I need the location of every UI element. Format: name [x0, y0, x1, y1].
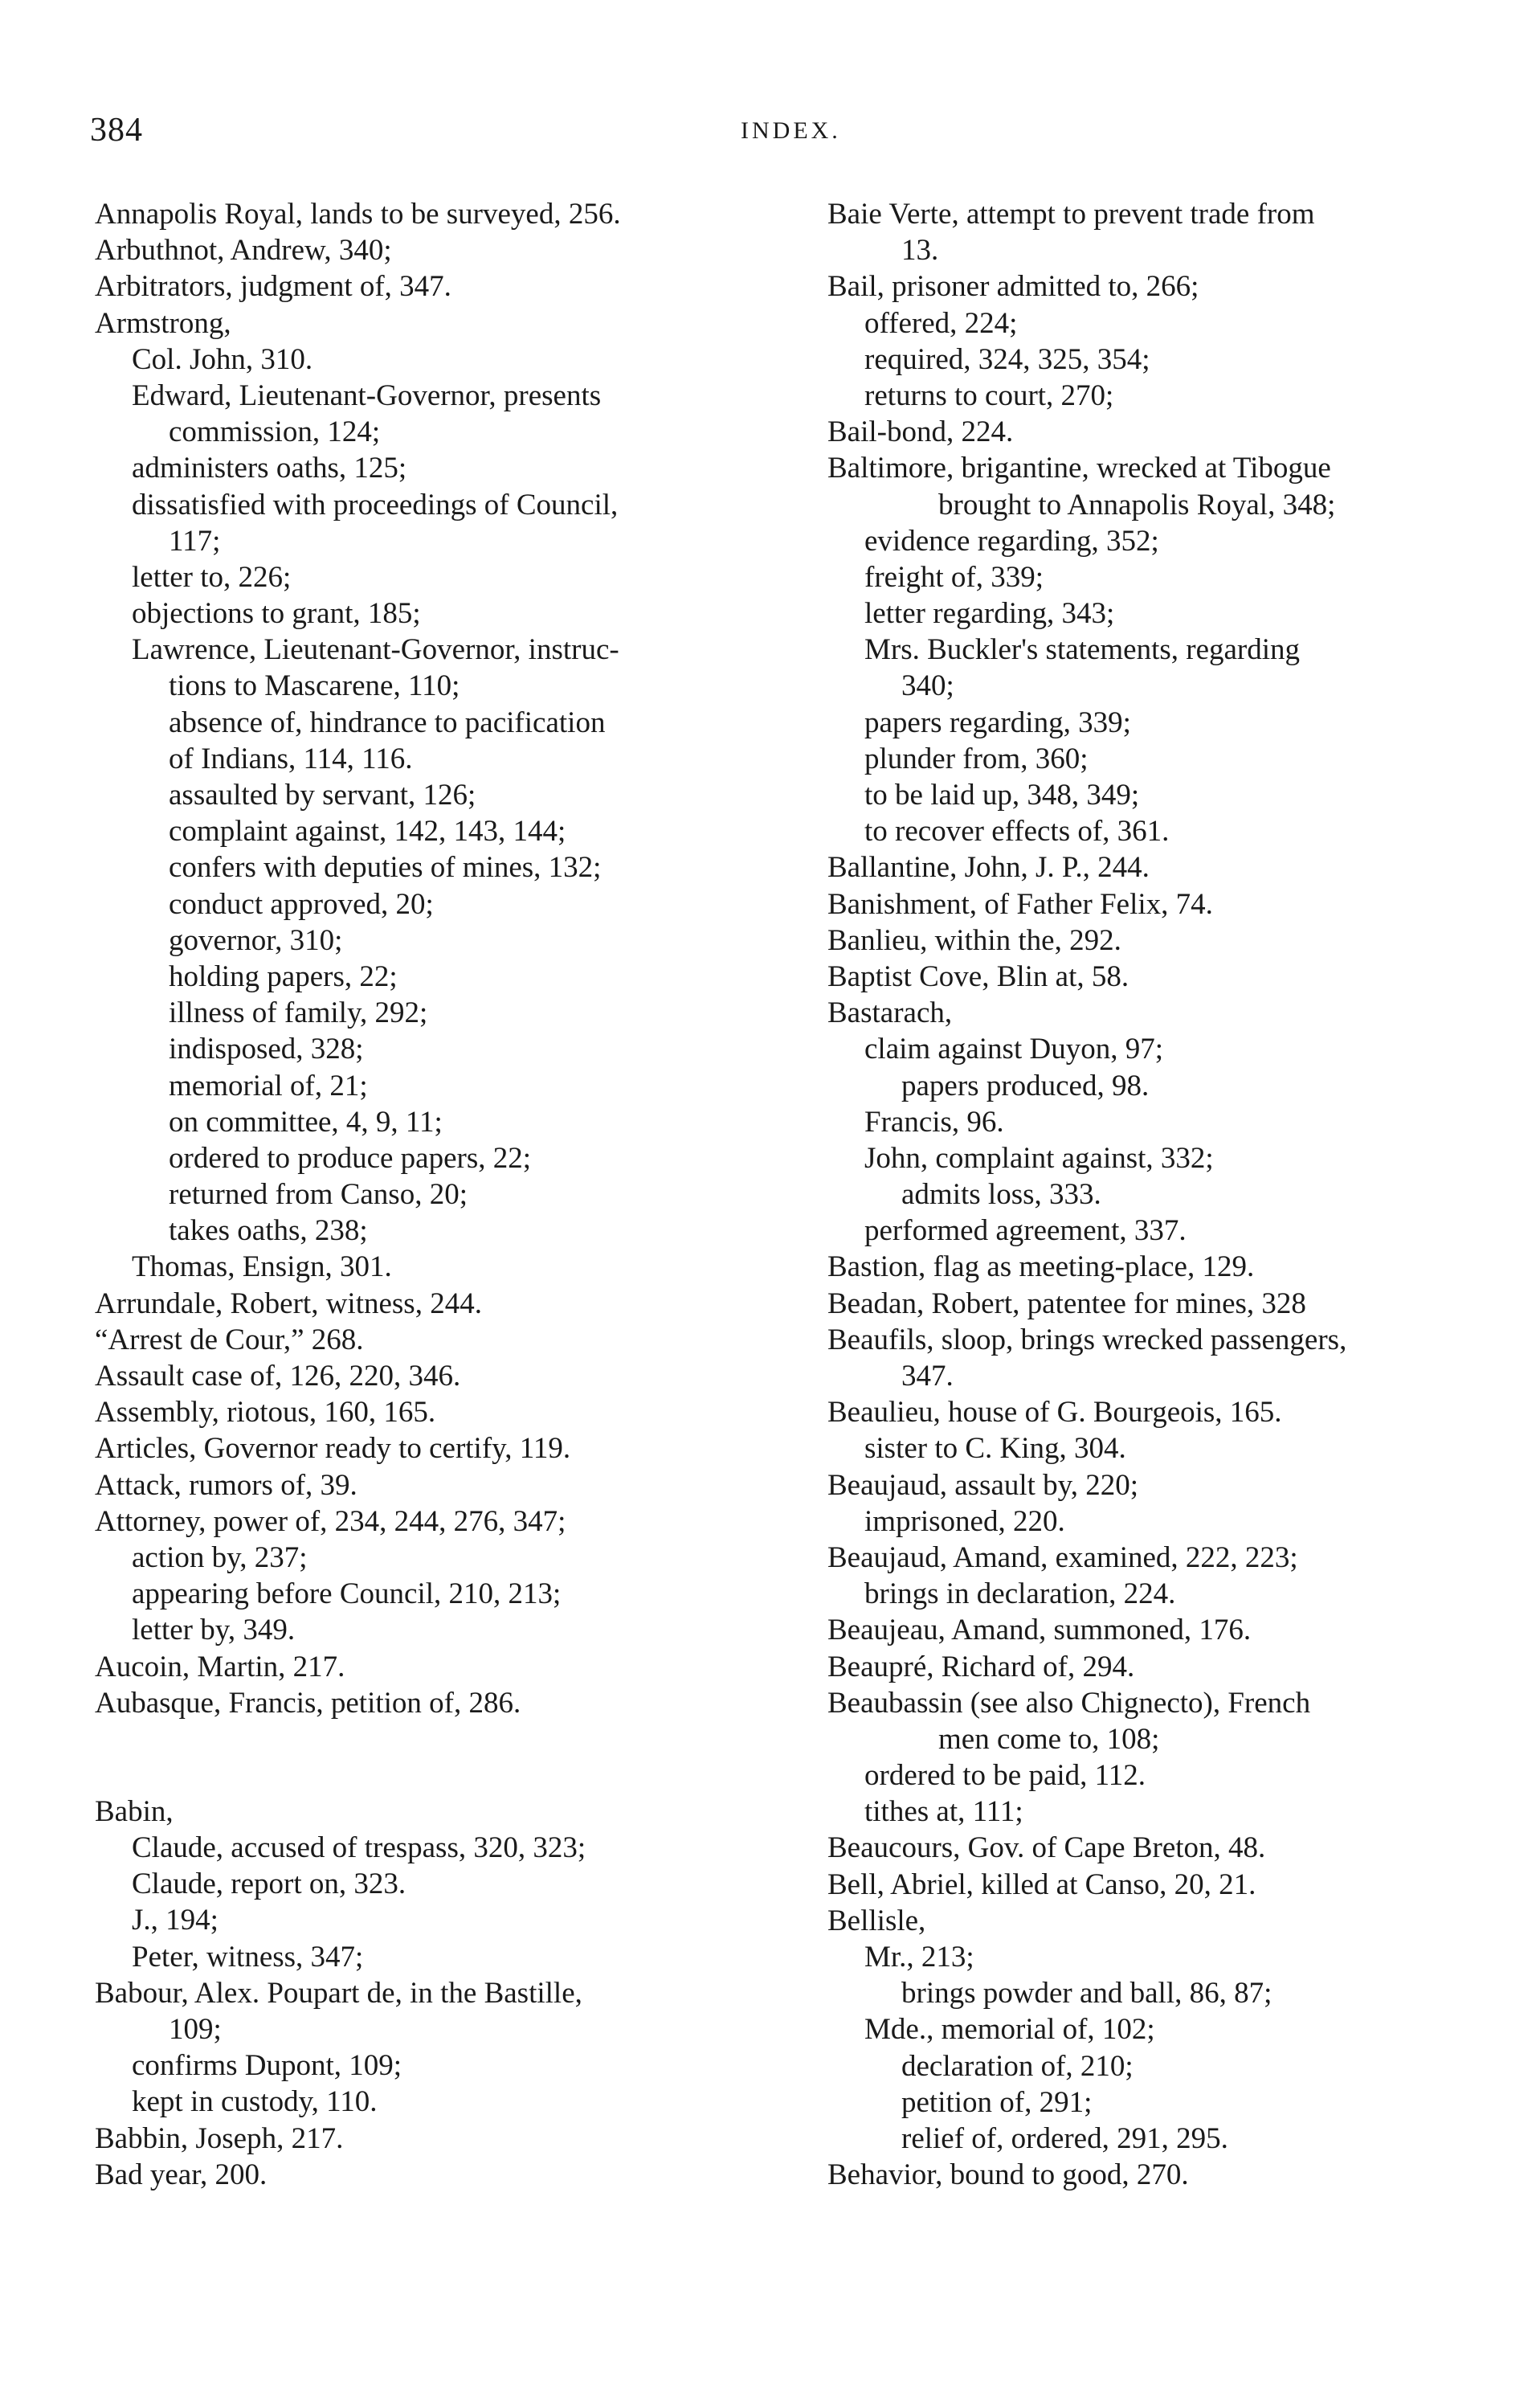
index-entry: Arrundale, Robert, witness, 244. [95, 1286, 482, 1320]
index-entry: claim against Duyon, 97; [864, 1033, 1163, 1066]
index-entry: to be laid up, 348, 349; [864, 779, 1140, 812]
index-entry: 340; [901, 669, 954, 703]
index-entry: conduct approved, 20; [169, 887, 434, 921]
index-entry: papers produced, 98. [901, 1069, 1150, 1102]
index-entry: Beaujeau, Amand, summoned, 176. [827, 1614, 1252, 1647]
index-entry: kept in custody, 110. [132, 2085, 378, 2119]
index-entry: Attorney, power of, 234, 244, 276, 347; [95, 1504, 566, 1538]
index-entry: Beaulieu, house of G. Bourgeois, 165. [827, 1396, 1282, 1430]
section-gap [95, 1721, 818, 1794]
index-entry: of Indians, 114, 116. [169, 742, 413, 775]
index-entry: Bail, prisoner admitted to, 266; [827, 270, 1199, 304]
index-entry: ordered to produce papers, 22; [169, 1141, 532, 1175]
index-entry: Arbitrators, judgment of, 347. [95, 270, 451, 304]
index-entry: letter regarding, 343; [864, 597, 1115, 631]
index-entry: 13. [901, 234, 939, 268]
index-entry: Baptist Cove, Blin at, 58. [827, 959, 1129, 993]
index-entry: imprisoned, 220. [864, 1504, 1065, 1538]
index-entry: complaint against, 142, 143, 144; [169, 815, 566, 849]
index-entry: Banishment, of Father Felix, 74. [827, 887, 1213, 921]
index-entry: returns to court, 270; [864, 378, 1114, 412]
index-entry: Aubasque, Francis, petition of, 286. [95, 1686, 521, 1720]
index-entry: “Arrest de Cour,” 268. [95, 1323, 364, 1356]
index-entry: Bastarach, [827, 996, 953, 1030]
index-entry: 347. [901, 1360, 954, 1393]
index-entry: memorial of, 21; [169, 1069, 368, 1102]
index-entry: relief of, ordered, 291, 295. [901, 2121, 1228, 2155]
index-entry: Beadan, Robert, patentee for mines, 328 [827, 1286, 1306, 1320]
index-entry: assaulted by servant, 126; [169, 779, 476, 812]
index-entry: action by, 237; [132, 1540, 308, 1574]
index-entry: illness of family, 292; [169, 996, 428, 1030]
index-column-right [827, 196, 1518, 2193]
index-entry: Bellisle, [827, 1904, 926, 1937]
index-entry: Beaupré, Richard of, 294. [827, 1650, 1135, 1683]
index-entry: letter by, 349. [132, 1614, 296, 1647]
index-entry: Aucoin, Martin, 217. [95, 1650, 345, 1683]
index-entry: papers regarding, 339; [864, 706, 1131, 739]
index-entry: tithes at, 111; [864, 1795, 1023, 1829]
index-entry: petition of, 291; [901, 2085, 1093, 2119]
index-column-left [95, 196, 818, 2193]
index-entry: 109; [169, 2013, 222, 2046]
index-entry: offered, 224; [864, 306, 1018, 340]
index-entry: confers with deputies of mines, 132; [169, 851, 602, 885]
index-entry: Bad year, 200. [95, 2158, 268, 2191]
index-entry: confirms Dupont, 109; [132, 2049, 402, 2083]
index-entry: Bell, Abriel, killed at Canso, 20, 21. [827, 1867, 1256, 1901]
index-entry: Col. John, 310. [132, 342, 313, 376]
index-entry: John, complaint against, 332; [864, 1141, 1214, 1175]
index-entry: brought to Annapolis Royal, 348; [938, 488, 1336, 522]
index-entry: takes oaths, 238; [169, 1214, 368, 1248]
index-entry: letter to, 226; [132, 560, 292, 594]
index-entry: Armstrong, [95, 306, 231, 340]
index-entry: Baie Verte, attempt to prevent trade from [827, 198, 1315, 231]
index-entry: Ballantine, John, J. P., 244. [827, 851, 1150, 885]
index-entry: Assault case of, 126, 220, 346. [95, 1360, 461, 1393]
index-entry: brings in declaration, 224. [864, 1577, 1176, 1611]
index-entry: freight of, 339; [864, 560, 1044, 594]
index-entry: required, 324, 325, 354; [864, 342, 1150, 376]
index-entry: commission, 124; [169, 415, 381, 449]
index-entry: Beaufils, sloop, brings wrecked passengers, [827, 1323, 1347, 1356]
index-entry: Babin, [95, 1794, 174, 1828]
index-entry: holding papers, 22; [169, 959, 398, 993]
index-entry: appearing before Council, 210, 213; [132, 1577, 562, 1611]
index-entry: declaration of, 210; [901, 2049, 1134, 2083]
index-entry: men come to, 108; [938, 1722, 1160, 1756]
index-entry: Babbin, Joseph, 217. [95, 2121, 344, 2155]
index-entry: Mr., 213; [864, 1941, 974, 1974]
index-entry: Lawrence, Lieutenant-Governor, instruc- [132, 633, 619, 667]
index-entry: performed agreement, 337. [864, 1214, 1187, 1248]
index-entry: Beaubassin (see also Chignecto), French [827, 1686, 1311, 1720]
index-entry: administers oaths, 125; [132, 452, 407, 485]
index-entry: 117; [169, 524, 221, 558]
index-entry: Bastion, flag as meeting-place, 129. [827, 1250, 1255, 1284]
index-entry: Claude, accused of trespass, 320, 323; [132, 1831, 586, 1865]
index-entry: absence of, hindrance to pacification [169, 706, 606, 739]
index-entry: Beaucours, Gov. of Cape Breton, 48. [827, 1831, 1266, 1865]
index-entry: Articles, Governor ready to certify, 119. [95, 1432, 571, 1466]
index-entry: Mde., memorial of, 102; [864, 2013, 1155, 2047]
index-entry: Babour, Alex. Poupart de, in the Bastille, [95, 1976, 582, 2010]
index-entry: Annapolis Royal, lands to be surveyed, 256. [95, 198, 621, 231]
running-head: INDEX. [741, 117, 841, 144]
index-entry: on committee, 4, 9, 11; [169, 1105, 443, 1139]
index-entry: returned from Canso, 20; [169, 1178, 468, 1212]
index-entry: objections to grant, 185; [132, 597, 421, 631]
index-entry: Attack, rumors of, 39. [95, 1468, 357, 1502]
index-entry: indisposed, 328; [169, 1033, 364, 1066]
index-entry: dissatisfied with proceedings of Council, [132, 488, 619, 522]
index-entry: Banlieu, within the, 292. [827, 923, 1121, 957]
index-entry: Beaujaud, Amand, examined, 222, 223; [827, 1540, 1298, 1574]
index-entry: J., 194; [132, 1904, 219, 1937]
index-entry: sister to C. King, 304. [864, 1432, 1126, 1466]
index-entry: tions to Mascarene, 110; [169, 669, 460, 703]
index-entry: Edward, Lieutenant-Governor, presents [132, 378, 602, 412]
index-entry: Mrs. Buckler's statements, regarding [864, 633, 1301, 667]
index-entry: governor, 310; [169, 923, 343, 957]
index-entry: Beaujaud, assault by, 220; [827, 1468, 1139, 1502]
index-entry: Claude, report on, 323. [132, 1867, 406, 1901]
index-entry: Arbuthnot, Andrew, 340; [95, 234, 392, 268]
index-entry: Assembly, riotous, 160, 165. [95, 1396, 436, 1430]
index-entry: to recover effects of, 361. [864, 815, 1170, 849]
index-entry: Behavior, bound to good, 270. [827, 2158, 1189, 2192]
page-number: 384 [90, 112, 143, 149]
index-entry: brings powder and ball, 86, 87; [901, 1977, 1272, 2011]
index-entry: ordered to be paid, 112. [864, 1759, 1146, 1793]
page-header [90, 111, 1460, 159]
index-entry: Francis, 96. [864, 1105, 1004, 1139]
index-entry: Peter, witness, 347; [132, 1940, 364, 1974]
index-entry: Thomas, Ensign, 301. [132, 1250, 392, 1284]
index-entry: Baltimore, brigantine, wrecked at Tibogue [827, 452, 1331, 485]
index-entry: Bail-bond, 224. [827, 415, 1014, 449]
index-entry: evidence regarding, 352; [864, 524, 1159, 558]
index-entry: plunder from, 360; [864, 742, 1089, 775]
index-entry: admits loss, 333. [901, 1178, 1101, 1212]
